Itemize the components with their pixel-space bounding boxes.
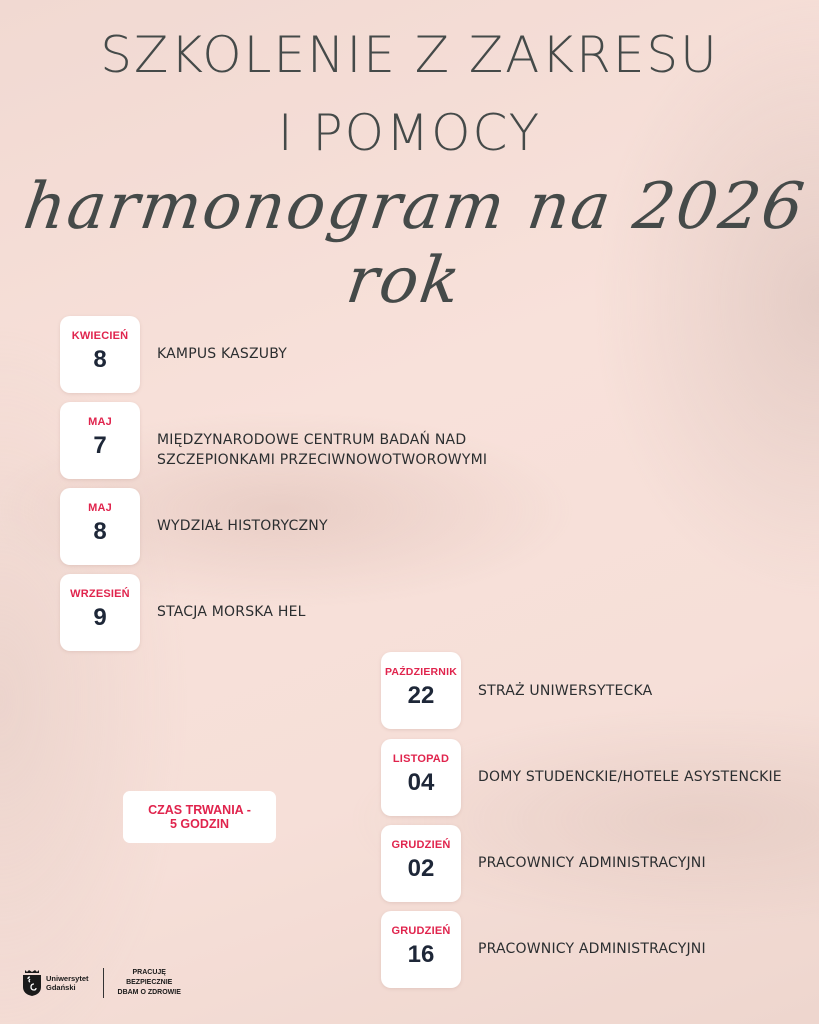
day-number: 16 xyxy=(407,941,435,968)
location-label: PRACOWNICY ADMINISTRACYJNI xyxy=(478,941,706,957)
month-label: GRUDZIEŃ xyxy=(391,925,451,937)
footer-divider xyxy=(103,968,104,998)
location-label: STACJA MORSKA HEL xyxy=(157,604,306,620)
day-number: 8 xyxy=(93,518,107,545)
title-line-2: I POMOCY xyxy=(277,104,542,162)
month-label: PAŹDZIERNIK xyxy=(384,666,457,678)
location-label: STRAŻ UNIWERSYTECKA xyxy=(478,683,653,699)
footer xyxy=(22,968,181,998)
month-label: MAJ xyxy=(88,502,112,514)
month-label: WRZESIEŃ xyxy=(70,588,130,600)
university-name: Uniwersytet Gdański xyxy=(46,974,89,992)
month-label: KWIECIEŃ xyxy=(71,330,129,342)
subtitle-script: harmonogram na 2026 rok xyxy=(19,170,811,318)
date-card xyxy=(60,574,140,651)
location-label-line2: SZCZEPIONKAMI PRZECIWNOWOTWOROWYMI xyxy=(157,452,488,468)
location-label: KAMPUS KASZUBY xyxy=(157,346,288,362)
date-card xyxy=(381,739,461,816)
month-label: GRUDZIEŃ xyxy=(391,839,451,851)
date-card xyxy=(381,911,461,988)
month-label: MAJ xyxy=(88,416,112,428)
duration-line1: CZAS TRWANIA - xyxy=(148,803,251,817)
slogan: PRACUJĘ BEZPIECZNIE DBAM O ZDROWIE xyxy=(117,969,181,996)
location-label: WYDZIAŁ HISTORYCZNY xyxy=(157,518,328,534)
university-crest-icon xyxy=(22,969,42,997)
date-card xyxy=(60,402,140,479)
location-label-line1: MIĘDZYNARODOWE CENTRUM BADAŃ NAD xyxy=(157,432,467,448)
day-number: 7 xyxy=(93,432,107,459)
day-number: 04 xyxy=(407,769,435,796)
duration-badge xyxy=(123,791,276,843)
month-label: LISTOPAD xyxy=(392,753,450,765)
day-number: 22 xyxy=(407,682,435,709)
date-card xyxy=(381,825,461,902)
duration-line2: 5 GODZIN xyxy=(169,817,230,831)
date-card xyxy=(60,316,140,393)
title-line-1: SZKOLENIE Z ZAKRESU xyxy=(100,26,719,84)
location-label: PRACOWNICY ADMINISTRACYJNI xyxy=(478,855,706,871)
day-number: 9 xyxy=(93,604,107,631)
date-card xyxy=(60,488,140,565)
day-number: 8 xyxy=(93,346,107,373)
location-label: DOMY STUDENCKIE/HOTELE ASYSTENCKIE xyxy=(478,769,782,785)
day-number: 02 xyxy=(407,855,435,882)
date-card xyxy=(381,652,461,729)
